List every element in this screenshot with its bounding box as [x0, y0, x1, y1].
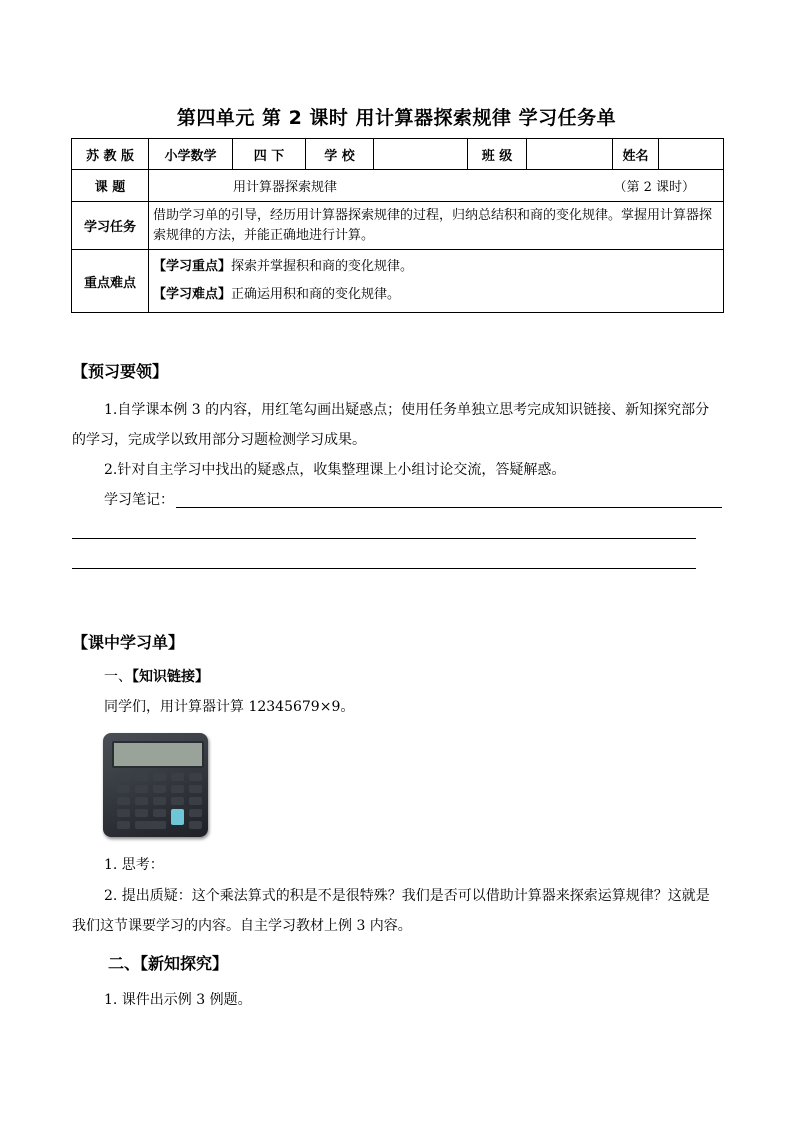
part1-intro: 同学们，用计算器计算 12345679×9。 [104, 699, 355, 715]
info-table [71, 138, 724, 313]
part2-item-1: 1. 课件出示例 3 例题。 [104, 992, 252, 1008]
difficulty-tag: 【学习难点】 [153, 287, 232, 302]
classwork-heading: 【课中学习单】 [72, 633, 185, 652]
name-label: 姓名 [613, 139, 659, 170]
notes-label: 学习笔记： [104, 492, 174, 508]
notes-line-1[interactable] [176, 507, 722, 508]
page-title: 第四单元 第 2 课时 用计算器探索规律 学习任务单 [176, 107, 617, 129]
subject-cell: 小学数学 [149, 139, 233, 170]
topic-label: 课 题 [72, 170, 149, 202]
lesson-value: （第 2 课时） [613, 180, 695, 195]
difficulty-text: 正确运用积和商的变化规律。 [231, 287, 401, 302]
part1-heading [104, 666, 209, 686]
school-label: 学 校 [306, 139, 374, 170]
question-2: 2. 提出质疑：这个乘法算式的积是不是很特殊？我们是否可以借助计算器来探索运算规律？这就是我们这节课要学习的内容。自主学习教材上例 3 内容。 [72, 888, 710, 934]
calculator-image [103, 733, 208, 837]
publisher-cell: 苏 教 版 [72, 139, 149, 170]
key-cell [149, 250, 724, 313]
grade-cell: 四 下 [233, 139, 306, 170]
class-value[interactable] [527, 139, 613, 170]
preview-p2: 2.针对自主学习中找出的疑惑点，收集整理课上小组讨论交流，答疑解惑。 [104, 462, 566, 478]
question-1: 1. 思考： [104, 857, 164, 873]
topic-cell [149, 170, 724, 202]
task-label: 学习任务 [72, 202, 149, 250]
school-value[interactable] [374, 139, 468, 170]
task-value: 借助学习单的引导，经历用计算器探索规律的过程，归纳总结积和商的变化规律。掌握用计算器探索规律的方法，并能正确地进行计算。 [149, 202, 724, 250]
calculator-display [112, 741, 204, 768]
notes-line-2[interactable] [72, 538, 696, 539]
name-value[interactable] [659, 139, 724, 170]
preview-heading: 【预习要领】 [72, 362, 169, 381]
preview-p1: 1.自学课本例 3 的内容，用红笔勾画出疑惑点；使用任务单独立思考完成知识链接、新知探究部分的学习，完成学以致用部分习题检测学习成果。 [72, 402, 710, 448]
part2-heading: 二、【新知探究】 [108, 954, 229, 973]
part1-prefix: 一、 [104, 669, 132, 685]
class-label: 班 级 [468, 139, 527, 170]
key-label: 重点难点 [72, 250, 149, 313]
key-point-text: 探索并掌握积和商的变化规律。 [231, 259, 414, 274]
topic-value: 用计算器探索规律 [233, 180, 338, 195]
notes-line-3[interactable] [72, 568, 696, 569]
key-point-tag: 【学习重点】 [153, 259, 232, 274]
part1-tag: 【知识链接】 [132, 669, 209, 685]
